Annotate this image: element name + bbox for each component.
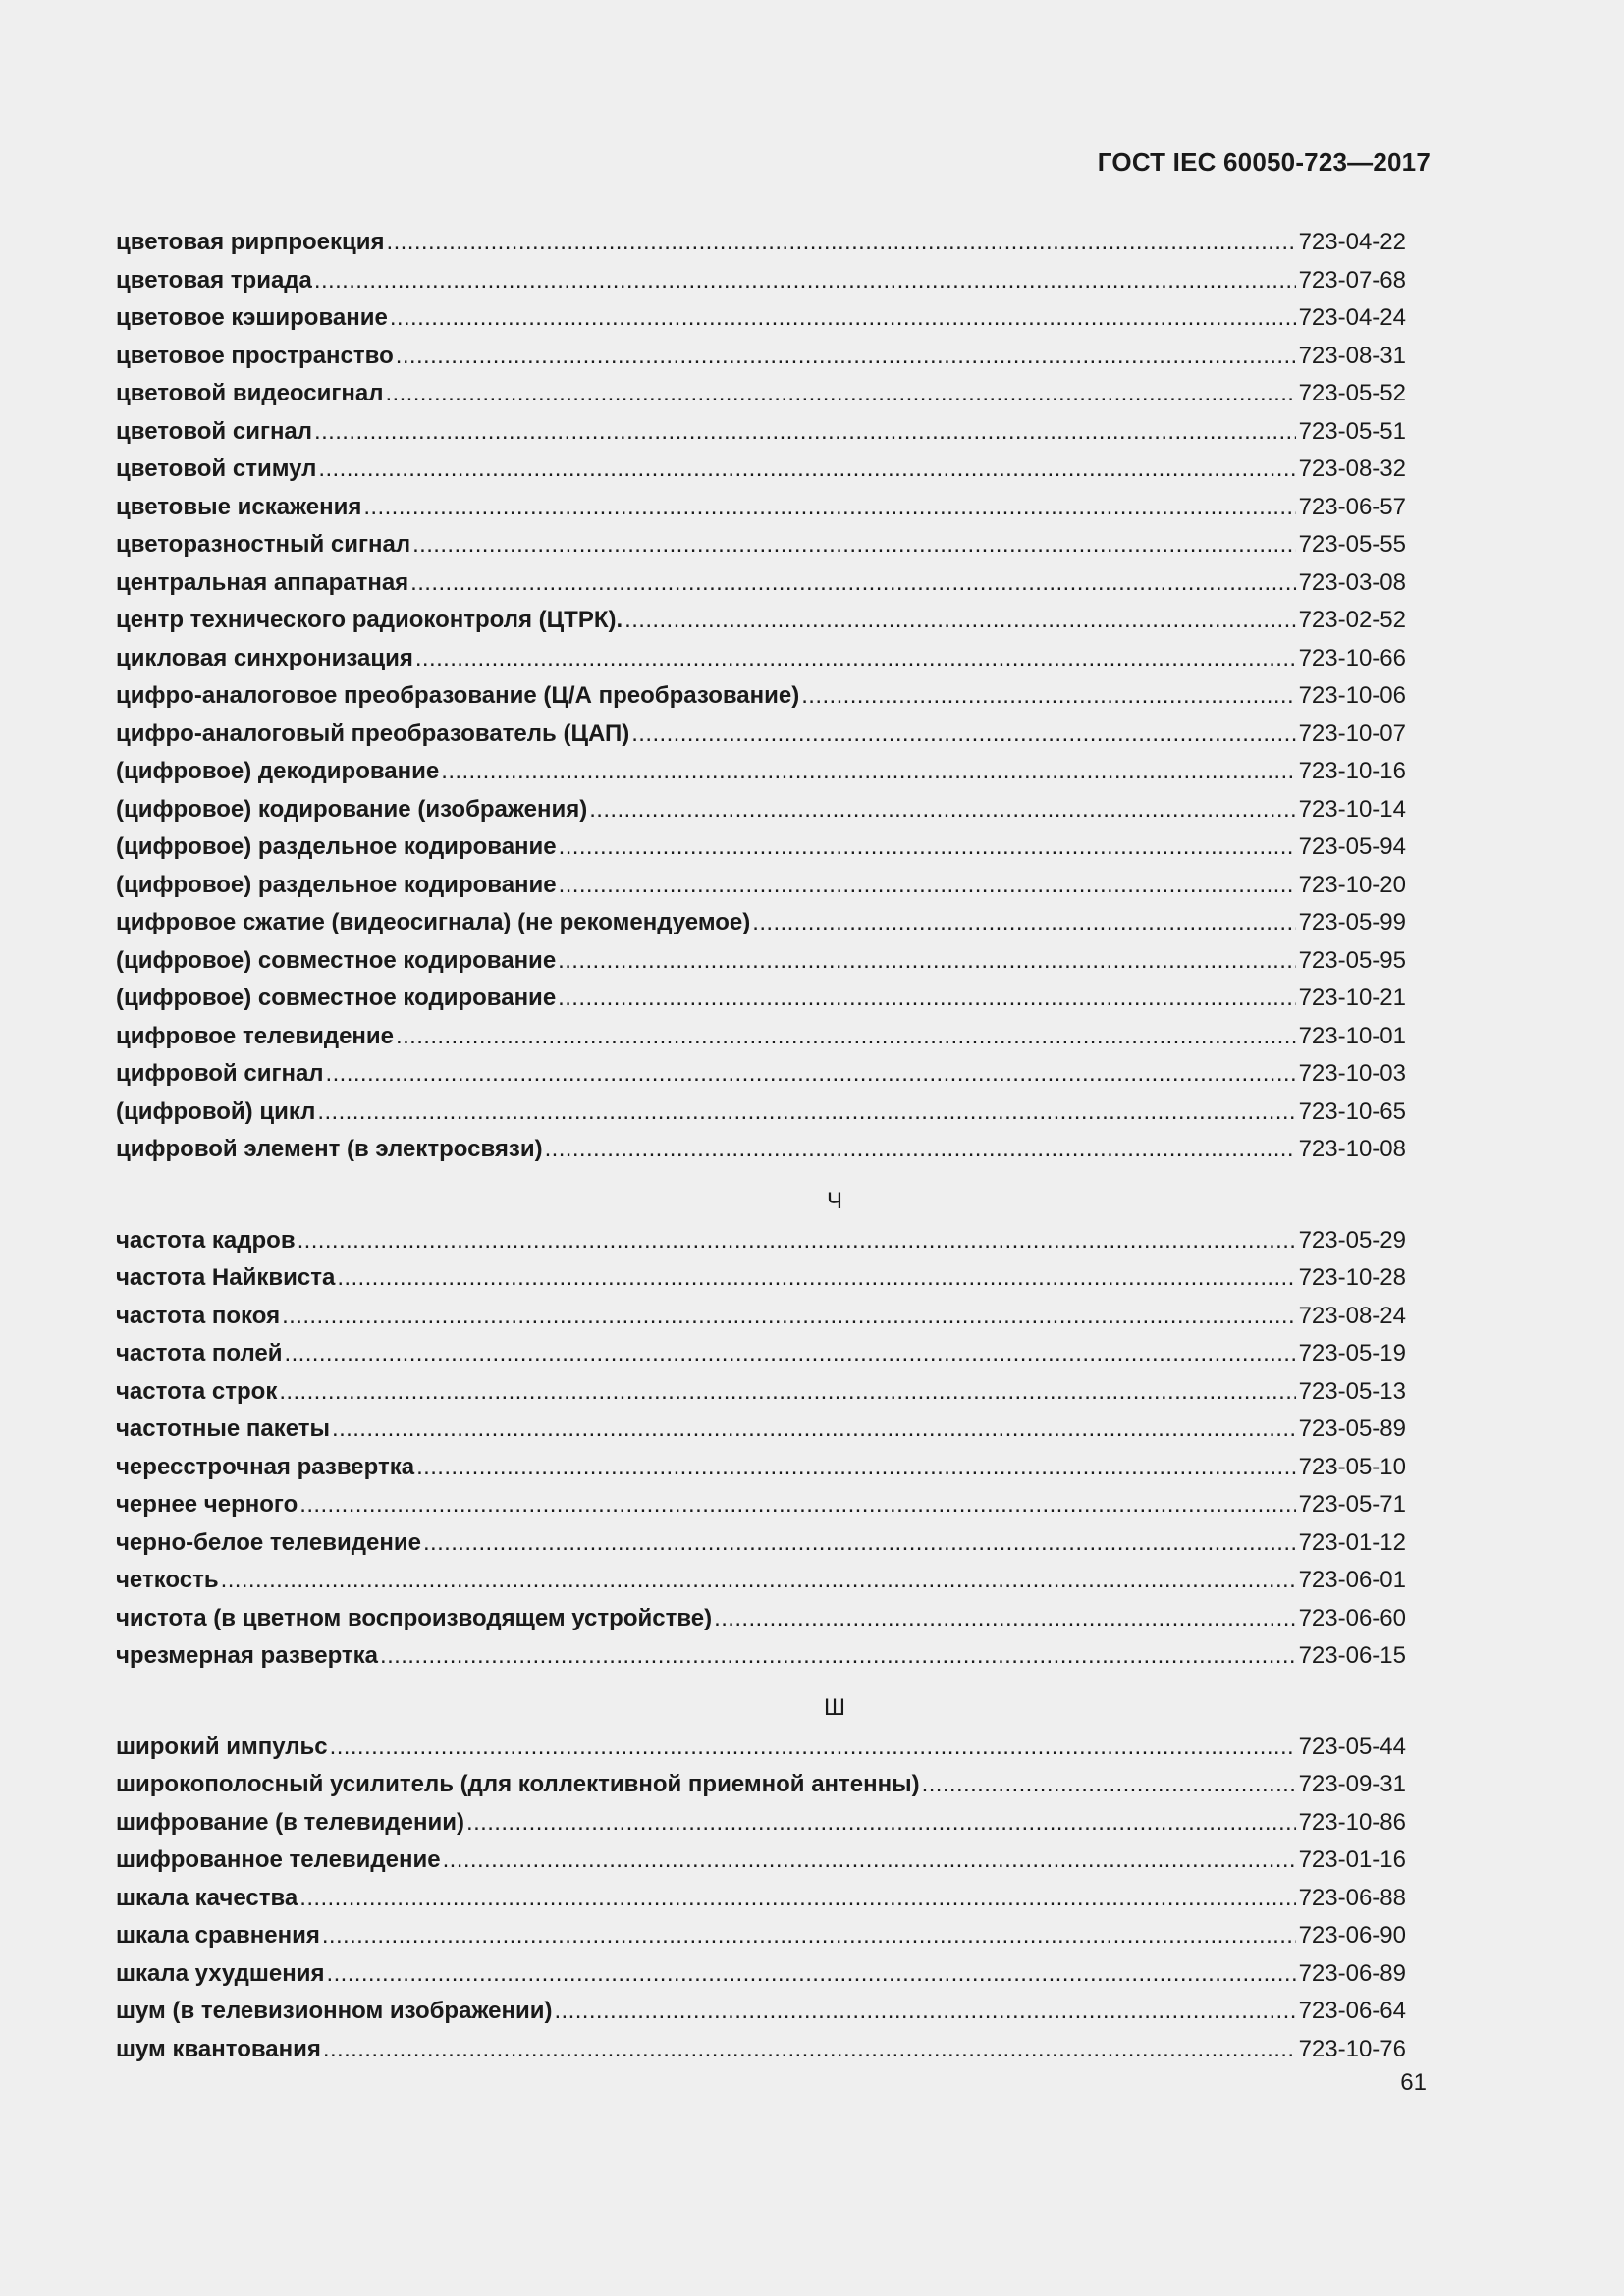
index-entry xyxy=(116,375,1406,413)
entry-reference: 723-05-99 xyxy=(1298,909,1406,935)
entry-term: цветовое пространство xyxy=(116,342,394,369)
index-entry xyxy=(116,451,1406,489)
entry-term: цветовой стимул xyxy=(116,455,317,482)
dot-leader xyxy=(412,526,1295,564)
entry-term: шум квантования xyxy=(116,2035,321,2062)
dot-leader xyxy=(752,904,1295,942)
index-entry xyxy=(116,1842,1406,1880)
index-entry xyxy=(116,1524,1406,1563)
dot-leader xyxy=(327,1955,1296,1994)
entry-term: (цифровое) кодирование (изображения) xyxy=(116,795,588,823)
entry-term: цветовой сигнал xyxy=(116,417,313,445)
index-entry xyxy=(116,1804,1406,1842)
index-entry xyxy=(116,338,1406,376)
term-index xyxy=(116,224,1406,2068)
index-entry xyxy=(116,1298,1406,1336)
dot-leader xyxy=(330,1729,1296,1767)
entry-term: цифровой элемент (в электросвязи) xyxy=(116,1136,543,1162)
dot-leader xyxy=(332,1411,1296,1449)
document-header: ГОСТ IEC 60050-723—2017 xyxy=(1097,147,1431,177)
entry-reference: 723-10-01 xyxy=(1298,1022,1406,1049)
index-entry xyxy=(116,753,1406,791)
entry-term: частота строк xyxy=(116,1377,278,1405)
entry-reference: 723-06-60 xyxy=(1298,1604,1406,1631)
index-entry xyxy=(116,1993,1406,2031)
dot-leader xyxy=(559,867,1296,905)
entry-term: цветовое кэширование xyxy=(116,304,388,331)
entry-reference: 723-01-16 xyxy=(1298,1846,1406,1873)
index-entry xyxy=(116,564,1406,603)
entry-term: шкала сравнения xyxy=(116,1922,320,1949)
index-entry xyxy=(116,489,1406,527)
index-entry xyxy=(116,1094,1406,1132)
entry-term: цифровое телевидение xyxy=(116,1022,395,1049)
dot-leader xyxy=(423,1524,1296,1563)
dot-leader xyxy=(631,716,1295,754)
entry-term: цикловая синхронизация xyxy=(116,644,413,671)
index-entry xyxy=(116,1766,1406,1804)
dot-leader xyxy=(385,375,1295,413)
dot-leader xyxy=(396,1018,1296,1056)
entry-reference: 723-05-51 xyxy=(1298,417,1406,445)
section-letter: Ч xyxy=(827,1187,842,1214)
entry-reference: 723-05-13 xyxy=(1298,1377,1406,1405)
entry-reference: 723-08-24 xyxy=(1298,1302,1406,1329)
index-entry xyxy=(116,1917,1406,1955)
dot-leader xyxy=(314,262,1296,300)
entry-reference: 723-08-31 xyxy=(1298,342,1406,369)
entry-term: шифрованное телевидение xyxy=(116,1846,441,1873)
index-entry xyxy=(116,828,1406,867)
dot-leader xyxy=(466,1804,1296,1842)
entry-term: цветовая триада xyxy=(116,266,312,294)
index-entry xyxy=(116,262,1406,300)
dot-leader xyxy=(314,413,1296,452)
entry-reference: 723-05-19 xyxy=(1298,1340,1406,1366)
index-entry xyxy=(116,1449,1406,1487)
section-letter: Ш xyxy=(824,1693,845,1721)
dot-leader xyxy=(415,640,1296,678)
entry-term: цветовой видеосигнал xyxy=(116,380,384,406)
entry-reference: 723-10-14 xyxy=(1298,795,1406,823)
entry-term: цифро-аналоговый преобразователь (ЦАП) xyxy=(116,720,630,747)
index-entry xyxy=(116,904,1406,942)
entry-term: чернее черного xyxy=(116,1491,298,1518)
entry-term: чрезмерная развертка xyxy=(116,1642,379,1669)
index-entry xyxy=(116,299,1406,338)
entry-reference: 723-04-24 xyxy=(1298,304,1406,331)
entry-term: центральная аппаратная xyxy=(116,568,409,596)
entry-reference: 723-06-89 xyxy=(1298,1959,1406,1987)
entry-term: широкий импульс xyxy=(116,1733,328,1760)
dot-leader xyxy=(285,1335,1296,1373)
entry-term: частота полей xyxy=(116,1340,283,1366)
entry-reference: 723-08-32 xyxy=(1298,455,1406,482)
entry-reference: 723-05-71 xyxy=(1298,1491,1406,1518)
entry-reference: 723-09-31 xyxy=(1298,1771,1406,1797)
entry-term: цифровое сжатие (видеосигнала) (не рекомендуемое) xyxy=(116,909,751,935)
index-entry xyxy=(116,942,1406,981)
entry-reference: 723-05-52 xyxy=(1298,380,1406,406)
index-entry xyxy=(116,1018,1406,1056)
entry-reference: 723-06-90 xyxy=(1298,1922,1406,1949)
dot-leader xyxy=(221,1562,1296,1600)
index-entry xyxy=(116,1335,1406,1373)
dot-leader xyxy=(279,1373,1295,1412)
dot-leader xyxy=(323,2031,1296,2069)
dot-leader xyxy=(299,1486,1295,1524)
dot-leader xyxy=(363,489,1295,527)
dot-leader xyxy=(410,564,1295,603)
entry-term: цифро-аналоговое преобразование (Ц/А преобразование) xyxy=(116,682,800,709)
entry-term: (цифровое) раздельное кодирование xyxy=(116,871,557,898)
index-entry xyxy=(116,1055,1406,1094)
entry-reference: 723-05-89 xyxy=(1298,1415,1406,1442)
entry-term: цветовая рирпроекция xyxy=(116,229,385,255)
index-entry xyxy=(116,867,1406,905)
dot-leader xyxy=(558,942,1295,981)
entry-term: чересстрочная развертка xyxy=(116,1453,415,1480)
dot-leader xyxy=(416,1449,1296,1487)
dot-leader xyxy=(326,1055,1296,1094)
entry-term: четкость xyxy=(116,1567,219,1593)
dot-leader xyxy=(443,1842,1296,1880)
index-entry xyxy=(116,716,1406,754)
index-entry xyxy=(116,791,1406,829)
index-entry xyxy=(116,1562,1406,1600)
index-entry xyxy=(116,1955,1406,1994)
entry-term: чистота (в цветном воспроизводящем устройстве) xyxy=(116,1604,713,1631)
entry-reference: 723-05-10 xyxy=(1298,1453,1406,1480)
entry-term: частотные пакеты xyxy=(116,1415,331,1442)
entry-term: (цифровое) совместное кодирование xyxy=(116,985,557,1011)
entry-reference: 723-06-88 xyxy=(1298,1884,1406,1911)
entry-term: шифрование (в телевидении) xyxy=(116,1808,465,1836)
entry-term: шкала ухудшения xyxy=(116,1959,325,1987)
index-entry xyxy=(116,1880,1406,1918)
index-entry xyxy=(116,1729,1406,1767)
index-entry xyxy=(116,1411,1406,1449)
entry-reference: 723-05-55 xyxy=(1298,531,1406,558)
entry-reference: 723-10-20 xyxy=(1298,871,1406,898)
entry-term: шкала качества xyxy=(116,1884,298,1911)
index-entry xyxy=(116,1373,1406,1412)
dot-leader xyxy=(922,1766,1296,1804)
dot-leader xyxy=(545,1131,1296,1169)
index-entry xyxy=(116,980,1406,1018)
entry-reference: 723-02-52 xyxy=(1298,607,1406,633)
entry-term: цветоразностный сигнал xyxy=(116,531,411,558)
entry-reference: 723-10-08 xyxy=(1298,1136,1406,1162)
entry-term: (цифровое) декодирование xyxy=(116,758,440,784)
entry-reference: 723-10-76 xyxy=(1298,2035,1406,2062)
entry-term: цветовые искажения xyxy=(116,493,362,520)
entry-reference: 723-10-06 xyxy=(1298,682,1406,709)
dot-leader xyxy=(396,338,1296,376)
entry-reference: 723-10-16 xyxy=(1298,758,1406,784)
entry-term: широкополосный усилитель (для коллективной приемной антенны) xyxy=(116,1771,920,1797)
entry-reference: 723-10-03 xyxy=(1298,1060,1406,1087)
index-entry xyxy=(116,602,1406,640)
entry-reference: 723-05-94 xyxy=(1298,833,1406,860)
index-entry xyxy=(116,1486,1406,1524)
dot-leader xyxy=(390,299,1296,338)
dot-leader xyxy=(559,828,1296,867)
entry-term: (цифровое) раздельное кодирование xyxy=(116,833,557,860)
dot-leader xyxy=(298,1222,1296,1260)
dot-leader xyxy=(714,1600,1295,1638)
entry-reference: 723-05-95 xyxy=(1298,946,1406,974)
index-entry xyxy=(116,1600,1406,1638)
dot-leader xyxy=(318,451,1295,489)
index-entry xyxy=(116,1222,1406,1260)
entry-reference: 723-04-22 xyxy=(1298,229,1406,255)
entry-term: шум (в телевизионном изображении) xyxy=(116,1998,553,2024)
entry-reference: 723-01-12 xyxy=(1298,1528,1406,1556)
page-number: 61 xyxy=(1400,2069,1427,2096)
index-entry xyxy=(116,413,1406,452)
entry-reference: 723-05-29 xyxy=(1298,1226,1406,1254)
entry-reference: 723-10-28 xyxy=(1298,1264,1406,1291)
entry-reference: 723-07-68 xyxy=(1298,266,1406,294)
entry-term: черно-белое телевидение xyxy=(116,1528,421,1556)
entry-term: частота Найквиста xyxy=(116,1264,336,1291)
entry-reference: 723-05-44 xyxy=(1298,1733,1406,1760)
dot-leader xyxy=(801,677,1295,716)
entry-reference: 723-03-08 xyxy=(1298,568,1406,596)
entry-reference: 723-10-07 xyxy=(1298,720,1406,747)
dot-leader xyxy=(380,1637,1296,1676)
dot-leader xyxy=(337,1259,1295,1298)
entry-term: частота покоя xyxy=(116,1302,281,1329)
entry-reference: 723-06-01 xyxy=(1298,1567,1406,1593)
entry-reference: 723-10-66 xyxy=(1298,644,1406,671)
entry-reference: 723-10-65 xyxy=(1298,1097,1406,1125)
index-entry xyxy=(116,1259,1406,1298)
dot-leader xyxy=(624,602,1295,640)
entry-reference: 723-10-86 xyxy=(1298,1808,1406,1836)
dot-leader xyxy=(322,1917,1296,1955)
index-entry xyxy=(116,677,1406,716)
entry-term: частота кадров xyxy=(116,1226,296,1254)
dot-leader xyxy=(441,753,1295,791)
dot-leader xyxy=(282,1298,1295,1336)
entry-term: цифровой сигнал xyxy=(116,1060,324,1087)
entry-reference: 723-10-21 xyxy=(1298,985,1406,1011)
index-entry xyxy=(116,224,1406,262)
entry-reference: 723-06-57 xyxy=(1298,493,1406,520)
index-entry xyxy=(116,2031,1406,2069)
entry-reference: 723-06-15 xyxy=(1298,1642,1406,1669)
entry-term: (цифровое) совместное кодирование xyxy=(116,946,557,974)
index-entry xyxy=(116,526,1406,564)
entry-term: (цифровой) цикл xyxy=(116,1097,316,1125)
dot-leader xyxy=(558,980,1295,1018)
entry-term: центр технического радиоконтроля (ЦТРК). xyxy=(116,607,623,633)
dot-leader xyxy=(299,1880,1295,1918)
index-entry xyxy=(116,1131,1406,1169)
index-entry xyxy=(116,640,1406,678)
dot-leader xyxy=(387,224,1296,262)
index-entry xyxy=(116,1637,1406,1676)
dot-leader xyxy=(589,791,1295,829)
dot-leader xyxy=(554,1993,1295,2031)
entry-reference: 723-06-64 xyxy=(1298,1998,1406,2024)
dot-leader xyxy=(317,1094,1295,1132)
